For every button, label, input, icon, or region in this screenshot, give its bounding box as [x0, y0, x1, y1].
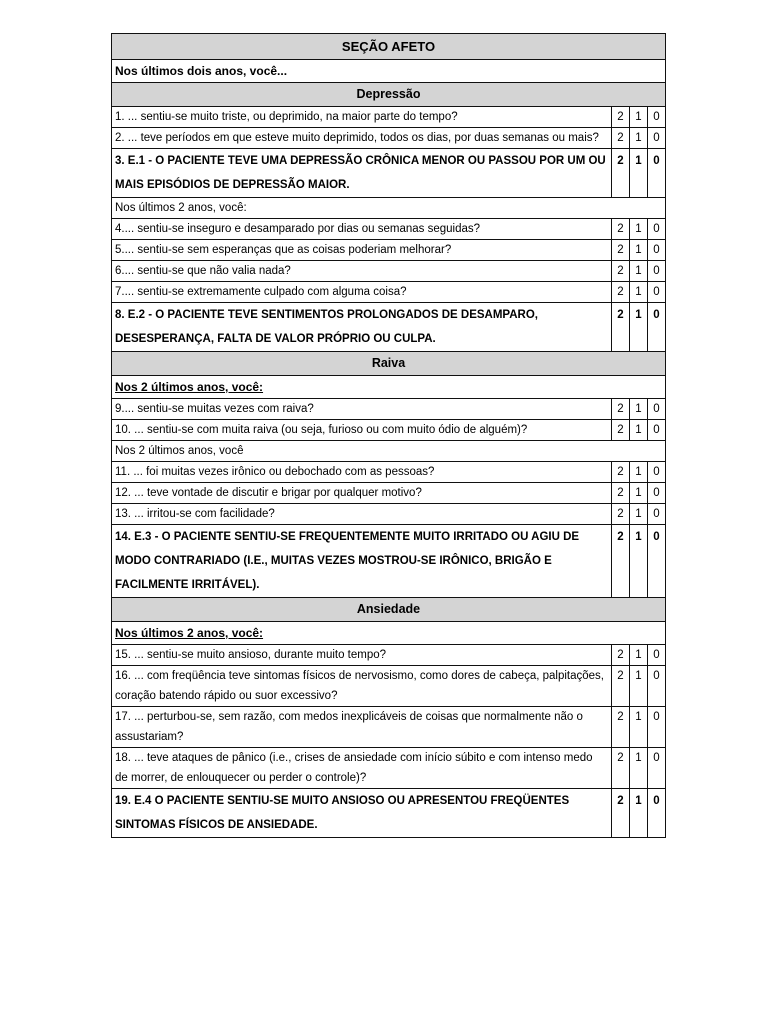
score-0[interactable]: 0 — [648, 240, 666, 261]
lead-text — [112, 376, 666, 399]
score-2[interactable]: 2 — [612, 149, 630, 198]
score-1[interactable]: 1 — [630, 420, 648, 441]
question-row — [112, 128, 666, 149]
section-header-ansiedade — [112, 598, 666, 622]
question-row — [112, 483, 666, 504]
question-row — [112, 107, 666, 128]
score-2[interactable]: 2 — [612, 420, 630, 441]
question-text: 13. ... irritou-se com facilidade? — [112, 504, 612, 525]
score-0[interactable]: 0 — [648, 261, 666, 282]
score-2[interactable]: 2 — [612, 399, 630, 420]
score-1[interactable]: 1 — [630, 645, 648, 666]
question-text: 11. ... foi muitas vezes irônico ou debochado com as pessoas? — [112, 462, 612, 483]
criterion-row — [112, 789, 666, 838]
score-2[interactable]: 2 — [612, 282, 630, 303]
score-0[interactable]: 0 — [648, 128, 666, 149]
question-row — [112, 240, 666, 261]
score-2[interactable]: 2 — [612, 219, 630, 240]
question-text: 6.... sentiu-se que não valia nada? — [112, 261, 612, 282]
title-row — [112, 34, 666, 60]
score-1[interactable]: 1 — [630, 128, 648, 149]
lead-label: Nos últimos 2 anos, você: — [115, 626, 264, 640]
score-1[interactable]: 1 — [630, 303, 648, 352]
score-0[interactable]: 0 — [648, 282, 666, 303]
section-heading: Ansiedade — [112, 598, 666, 622]
intro-text: Nos últimos dois anos, você... — [112, 60, 666, 83]
question-text: 1. ... sentiu-se muito triste, ou deprimido, na maior parte do tempo? — [112, 107, 612, 128]
question-row — [112, 748, 666, 789]
criterion-row — [112, 525, 666, 598]
intro-row — [112, 60, 666, 83]
score-2[interactable]: 2 — [612, 462, 630, 483]
score-1[interactable]: 1 — [630, 261, 648, 282]
score-2[interactable]: 2 — [612, 707, 630, 748]
score-0[interactable]: 0 — [648, 748, 666, 789]
score-1[interactable]: 1 — [630, 149, 648, 198]
score-1[interactable]: 1 — [630, 399, 648, 420]
score-1[interactable]: 1 — [630, 748, 648, 789]
lead-label: Nos 2 últimos anos, você: — [115, 380, 264, 394]
score-1[interactable]: 1 — [630, 219, 648, 240]
sublead-text: Nos 2 últimos anos, você — [112, 441, 666, 462]
score-0[interactable]: 0 — [648, 107, 666, 128]
score-0[interactable]: 0 — [648, 525, 666, 598]
question-text: 16. ... com freqüência teve sintomas físicos de nervosismo, como dores de cabeça, palpitações, coração batendo rápido ou suor excessivo? — [112, 666, 612, 707]
question-row — [112, 707, 666, 748]
question-text: 9.... sentiu-se muitas vezes com raiva? — [112, 399, 612, 420]
sublead-text: Nos últimos 2 anos, você: — [112, 198, 666, 219]
score-1[interactable]: 1 — [630, 707, 648, 748]
section-header-depressao — [112, 83, 666, 107]
question-text: 18. ... teve ataques de pânico (i.e., crises de ansiedade com início súbito e com intenso medo de morrer, de enlouquecer ou perder o controle)? — [112, 748, 612, 789]
question-row — [112, 462, 666, 483]
criterion-text: 14. E.3 - O PACIENTE SENTIU-SE FREQUENTEMENTE MUITO IRRITADO OU AGIU DE MODO CONTRARIADO (I.E., MUITAS VEZES MOSTROU-SE IRÔNICO, BRIGÃO E FACILMENTE IRRITÁVEL). — [112, 525, 612, 598]
section-heading: Depressão — [112, 83, 666, 107]
score-0[interactable]: 0 — [648, 219, 666, 240]
score-0[interactable]: 0 — [648, 483, 666, 504]
question-text: 4.... sentiu-se inseguro e desamparado por dias ou semanas seguidas? — [112, 219, 612, 240]
score-1[interactable]: 1 — [630, 107, 648, 128]
lead-row — [112, 622, 666, 645]
question-text: 10. ... sentiu-se com muita raiva (ou seja, furioso ou com muito ódio de alguém)? — [112, 420, 612, 441]
question-text: 17. ... perturbou-se, sem razão, com medos inexplicáveis de coisas que normalmente não o assustariam? — [112, 707, 612, 748]
question-row — [112, 399, 666, 420]
question-text: 2. ... teve períodos em que esteve muito deprimido, todos os dias, por duas semanas ou mais? — [112, 128, 612, 149]
sublead-row — [112, 198, 666, 219]
question-text: 5.... sentiu-se sem esperanças que as coisas poderiam melhorar? — [112, 240, 612, 261]
score-2[interactable]: 2 — [612, 666, 630, 707]
score-1[interactable]: 1 — [630, 504, 648, 525]
lead-row — [112, 376, 666, 399]
question-text: 12. ... teve vontade de discutir e brigar por qualquer motivo? — [112, 483, 612, 504]
section-title: SEÇÃO AFETO — [112, 34, 666, 60]
question-row — [112, 219, 666, 240]
question-text: 7.... sentiu-se extremamente culpado com alguma coisa? — [112, 282, 612, 303]
sublead-row — [112, 441, 666, 462]
criterion-text: 19. E.4 O PACIENTE SENTIU-SE MUITO ANSIOSO OU APRESENTOU FREQÜENTES SINTOMAS FÍSICOS DE ANSIEDADE. — [112, 789, 612, 838]
score-0[interactable]: 0 — [648, 504, 666, 525]
score-0[interactable]: 0 — [648, 789, 666, 838]
score-2[interactable]: 2 — [612, 525, 630, 598]
criterion-text: 8. E.2 - O PACIENTE TEVE SENTIMENTOS PROLONGADOS DE DESAMPARO, DESESPERANÇA, FALTA DE VALOR PRÓPRIO OU CULPA. — [112, 303, 612, 352]
score-2[interactable]: 2 — [612, 504, 630, 525]
score-0[interactable]: 0 — [648, 303, 666, 352]
question-row — [112, 282, 666, 303]
score-2[interactable]: 2 — [612, 748, 630, 789]
score-0[interactable]: 0 — [648, 399, 666, 420]
question-text: 15. ... sentiu-se muito ansioso, durante muito tempo? — [112, 645, 612, 666]
score-2[interactable]: 2 — [612, 303, 630, 352]
criterion-row — [112, 149, 666, 198]
score-0[interactable]: 0 — [648, 149, 666, 198]
affect-section-table — [111, 33, 666, 838]
score-1[interactable]: 1 — [630, 240, 648, 261]
score-0[interactable]: 0 — [648, 666, 666, 707]
criterion-text: 3. E.1 - O PACIENTE TEVE UMA DEPRESSÃO CRÔNICA MENOR OU PASSOU POR UM OU MAIS EPISÓDIOS DE DEPRESSÃO MAIOR. — [112, 149, 612, 198]
score-1[interactable]: 1 — [630, 666, 648, 707]
question-row — [112, 261, 666, 282]
score-2[interactable]: 2 — [612, 645, 630, 666]
score-2[interactable]: 2 — [612, 128, 630, 149]
question-row — [112, 504, 666, 525]
score-2[interactable]: 2 — [612, 483, 630, 504]
score-0[interactable]: 0 — [648, 645, 666, 666]
score-1[interactable]: 1 — [630, 462, 648, 483]
score-1[interactable]: 1 — [630, 483, 648, 504]
score-0[interactable]: 0 — [648, 707, 666, 748]
lead-text — [112, 622, 666, 645]
score-0[interactable]: 0 — [648, 462, 666, 483]
score-2[interactable]: 2 — [612, 107, 630, 128]
score-2[interactable]: 2 — [612, 261, 630, 282]
section-heading: Raiva — [112, 352, 666, 376]
score-1[interactable]: 1 — [630, 282, 648, 303]
score-2[interactable]: 2 — [612, 240, 630, 261]
question-row — [112, 420, 666, 441]
score-1[interactable]: 1 — [630, 789, 648, 838]
score-2[interactable]: 2 — [612, 789, 630, 838]
score-0[interactable]: 0 — [648, 420, 666, 441]
question-row — [112, 645, 666, 666]
section-header-raiva — [112, 352, 666, 376]
criterion-row — [112, 303, 666, 352]
question-row — [112, 666, 666, 707]
score-1[interactable]: 1 — [630, 525, 648, 598]
